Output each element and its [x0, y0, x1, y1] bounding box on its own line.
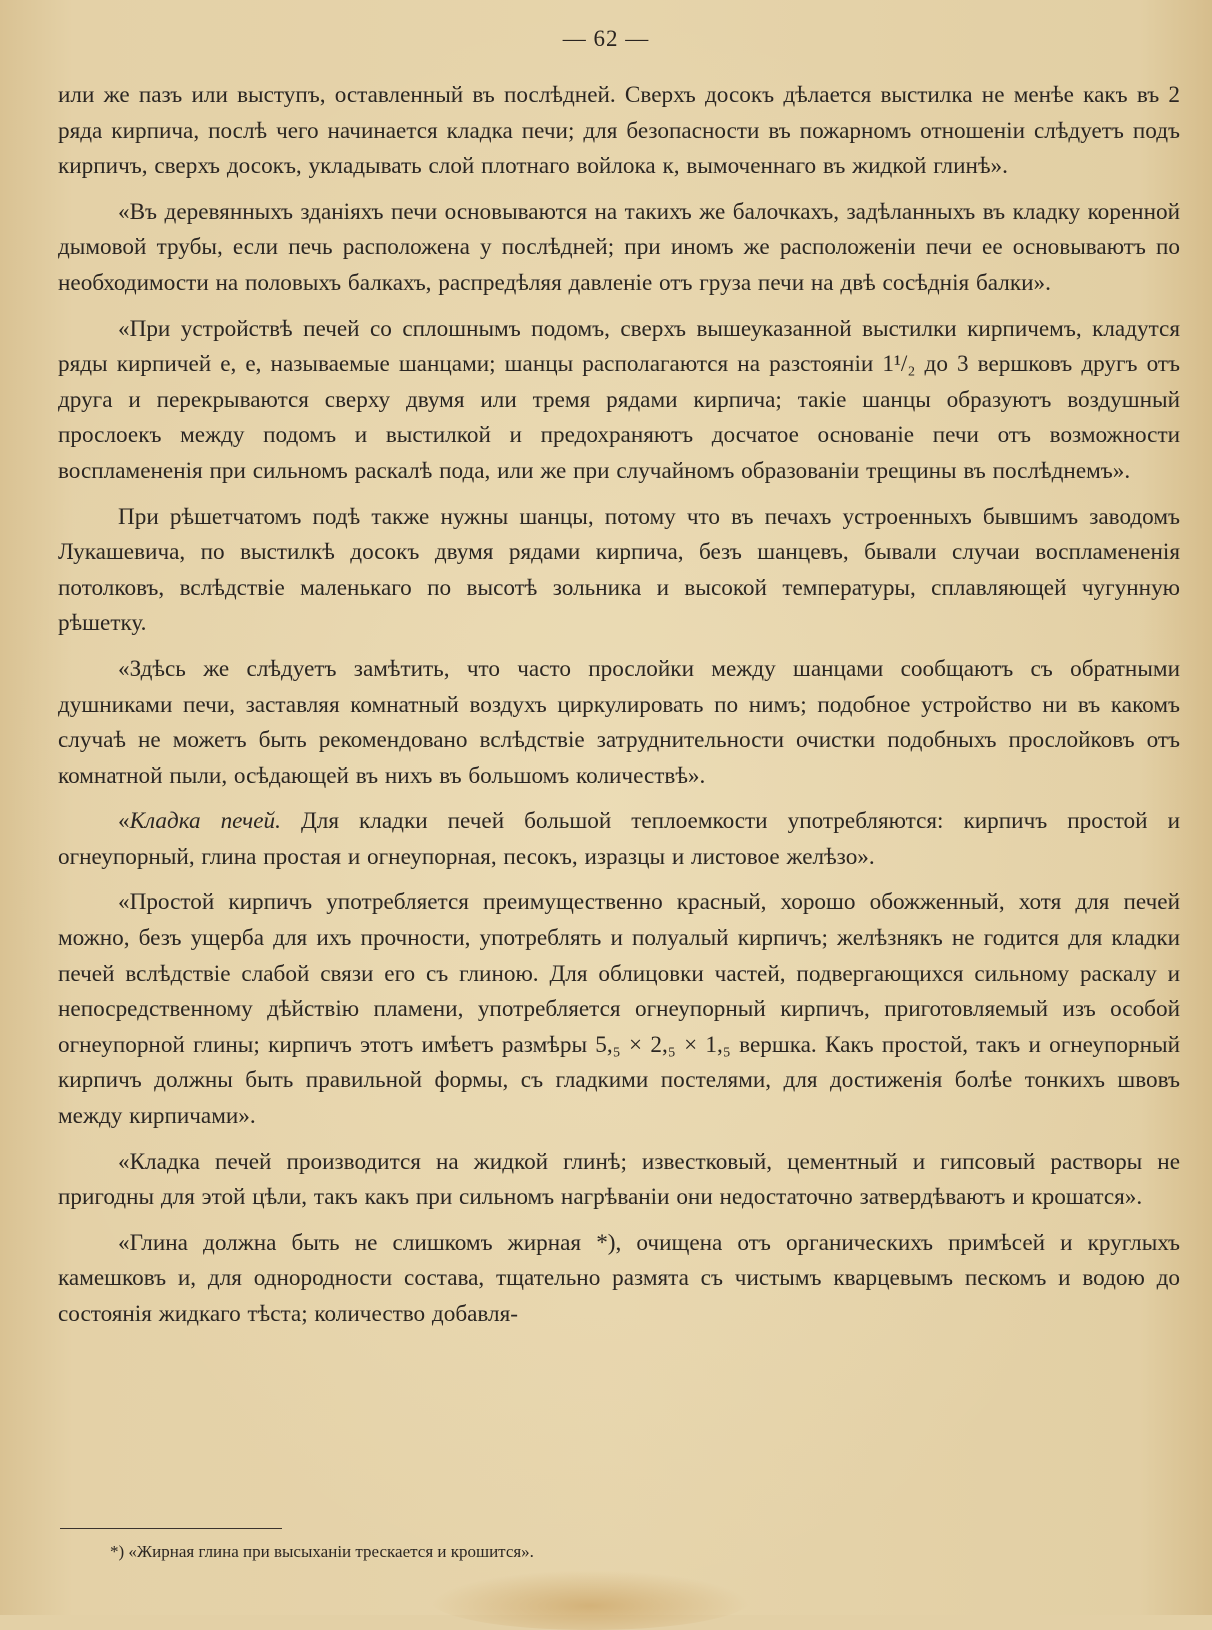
- paragraph-4: При рѣшетчатомъ подѣ также нужны шанцы, потому что въ печахъ устроенныхъ бывшимъ заводомъ Лукашевича, по выстилкѣ досокъ двумя рядами кирпича, безъ шанцевъ, бывали случаи воспламененія потолковъ, вслѣдствіе маленькаго по высотѣ зольника и высокой температуры, сплавляющей чугунную рѣшетку.: [58, 503, 1180, 637]
- paragraph-3: «При устройствѣ печей со сплошнымъ подомъ, сверхъ вышеуказанной выстилки кирпичемъ, кладутся ряды кирпичей е, е, называемые шанцами; шанцы располагаются на разстояніи 1¹/₂ до 3 вершковъ другъ отъ друга и перекрываются сверху двумя или тремя рядами кирпича; такіе шанцы образуютъ воздушный прослоекъ между подомъ и выстилкой и предохраняютъ досчатое основаніе печи отъ возможности воспламененія при сильномъ раскалѣ пода, или же при случайномъ образованіи трещины въ послѣднемъ».: [58, 315, 1180, 484]
- body-text: [58, 78, 1180, 1333]
- paragraph-6-text: Для кладки печей большой теплоемкости употребляются: кирпичъ простой и огнеупорный, глина простая и огнеупорная, песокъ, изразцы и листовое желѣзо».: [58, 808, 1180, 870]
- page-number: — 62 —: [562, 26, 650, 51]
- paragraph-2: «Въ деревянныхъ зданіяхъ печи основываются на такихъ же балочкахъ, задѣланныхъ въ кладку коренной дымовой трубы, если печь расположена у послѣдней; при иномъ же расположеніи печи ее основываютъ по необходимости на половыхъ балкахъ, распредѣляя давленіе отъ груза печи на двѣ сосѣднія балки».: [58, 198, 1180, 296]
- paragraph-9: «Глина должна быть не слишкомъ жирная *), очищена отъ органическихъ примѣсей и круглыхъ камешковъ и, для однородности состава, тщательно размята съ чистымъ кварцевымъ пескомъ и водою до состоянія жидкаго тѣста; количество добавля-: [58, 1229, 1180, 1327]
- paragraph-6: [58, 804, 1180, 875]
- paragraph-8: «Кладка печей производится на жидкой глинѣ; известковый, цементный и гипсовый растворы не пригодны для этой цѣли, такъ какъ при сильномъ нагрѣваніи они недостаточно затвердѣваютъ и крошатся».: [58, 1148, 1180, 1211]
- section-heading-italic: Кладка печей.: [129, 808, 281, 835]
- opening-quote: «: [118, 808, 130, 835]
- paper-stain: [430, 1570, 750, 1630]
- paragraph-5: «Здѣсь же слѣдуетъ замѣтить, что часто прослойки между шанцами сообщаютъ съ обратными душниками печи, заставляя комнатный воздухъ циркулировать по нимъ; подобное устройство ни въ какомъ случаѣ не можетъ быть рекомендовано вслѣдствіе затруднительности очистки подобныхъ прослойковъ отъ комнатной пыли, осѣдающей въ нихъ въ большомъ количествѣ».: [58, 655, 1180, 789]
- paragraph-1: или же пазъ или выступъ, оставленный въ послѣдней. Сверхъ досокъ дѣлается выстилка не менѣе какъ въ 2 ряда кирпича, послѣ чего начинается кладка печи; для безопасности въ пожарномъ отношеніи слѣдуетъ подъ кирпичъ, сверхъ досокъ, укладывать слой плотнаго войлока к, вымоченнаго въ жидкой глинѣ».: [58, 82, 1180, 180]
- footnote-divider: [60, 1528, 282, 1529]
- paragraph-7: «Простой кирпичъ употребляется преимущественно красный, хорошо обожженный, хотя для печей можно, безъ ущерба для ихъ прочности, употреблять и полуалый кирпичъ; желѣзнякъ не годится для кладки печей вслѣдствіе слабой связи его съ глиною. Для облицовки частей, подвергающихся сильному раскалу и непосредственному дѣйствію пламени, употребляется огнеупорный кирпичъ, приготовляемый изъ особой огнеупорной глины; кирпичъ этотъ имѣетъ размѣры 5,₅ × 2,₅ × 1,₅ вершка. Какъ простой, такъ и огнеупорный кирпичъ должны быть правильной формы, съ гладкими постелями, для достиженія болѣе тонкихъ швовъ между кирпичами».: [58, 889, 1180, 1130]
- footnote: *) «Жирная глина при высыханіи трескается и крошится».: [110, 1542, 534, 1561]
